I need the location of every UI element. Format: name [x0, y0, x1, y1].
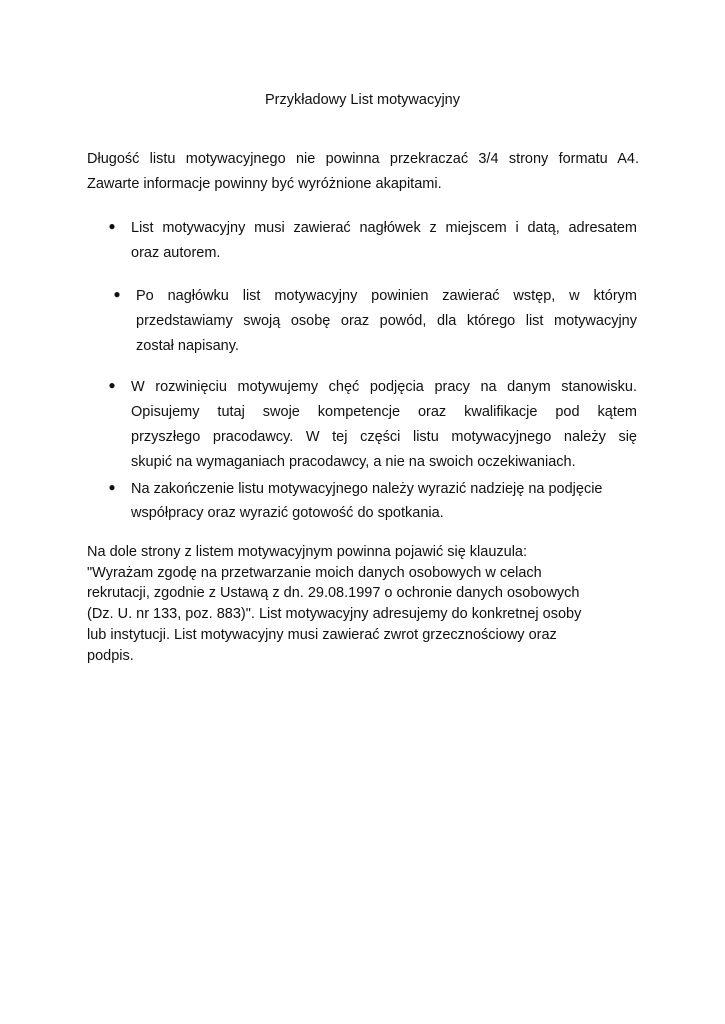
- bullet-line: List motywacyjny musi zawierać nagłówek z miejscem i datą, adresatem: [131, 220, 637, 236]
- document-title: Przykładowy List motywacyjny: [265, 92, 460, 108]
- closing-line: (Dz. U. nr 133, poz. 883)". List motywacyjny adresujemy do konkretnej osoby: [87, 606, 582, 623]
- intro-line: Zawarte informacje powinny być wyróżnione akapitami.: [87, 176, 442, 192]
- bullet-line: Na zakończenie listu motywacyjnego należy wyrazić nadzieję na podjęcie: [131, 481, 603, 497]
- intro-paragraph: [87, 147, 639, 197]
- bullet-item-1: [131, 216, 637, 266]
- bullet-line: W rozwinięciu motywujemy chęć podjęcia pracy na danym stanowisku.: [131, 379, 637, 395]
- bullet-line: przyszłego pracodawcy. W tej części listu motywacyjnego należy się: [131, 429, 637, 445]
- bullet-icon: ●: [108, 378, 116, 392]
- bullet-line: oraz autorem.: [131, 245, 221, 261]
- closing-line: podpis.: [87, 647, 134, 664]
- bullet-item-4: [131, 477, 637, 525]
- bullet-icon: ●: [108, 219, 116, 233]
- closing-line: lub instytucji. List motywacyjny musi zawierać zwrot grzecznościowy oraz: [87, 626, 557, 643]
- closing-paragraph: [87, 542, 639, 666]
- closing-line: rekrutacji, zgodnie z Ustawą z dn. 29.08.1997 o ochronie danych osobowych: [87, 585, 580, 602]
- bullet-line: współpracy oraz wyrazić gotowość do spotkania.: [131, 505, 444, 521]
- closing-line: Na dole strony z listem motywacyjnym powinna pojawić się klauzula:: [87, 544, 528, 560]
- bullet-line: skupić na wymaganiach pracodawcy, a nie na swoich oczekiwaniach.: [131, 454, 576, 470]
- bullet-line: został napisany.: [136, 338, 239, 354]
- bullet-line: Po nagłówku list motywacyjny powinien zawierać wstęp, w którym: [136, 288, 637, 304]
- bullet-icon: ●: [113, 287, 121, 301]
- bullet-item-2: [136, 284, 637, 359]
- bullet-item-3: [131, 375, 637, 475]
- intro-line: Długość listu motywacyjnego nie powinna przekraczać 3/4 strony formatu A4.: [87, 151, 639, 167]
- bullet-line: przedstawiamy swoją osobę oraz powód, dla którego list motywacyjny: [136, 313, 637, 329]
- bullet-icon: ●: [108, 480, 116, 494]
- closing-line: "Wyrażam zgodę na przetwarzanie moich danych osobowych w celach: [87, 564, 542, 581]
- bullet-line: Opisujemy tutaj swoje kompetencje oraz kwalifikacje pod kątem: [131, 404, 637, 420]
